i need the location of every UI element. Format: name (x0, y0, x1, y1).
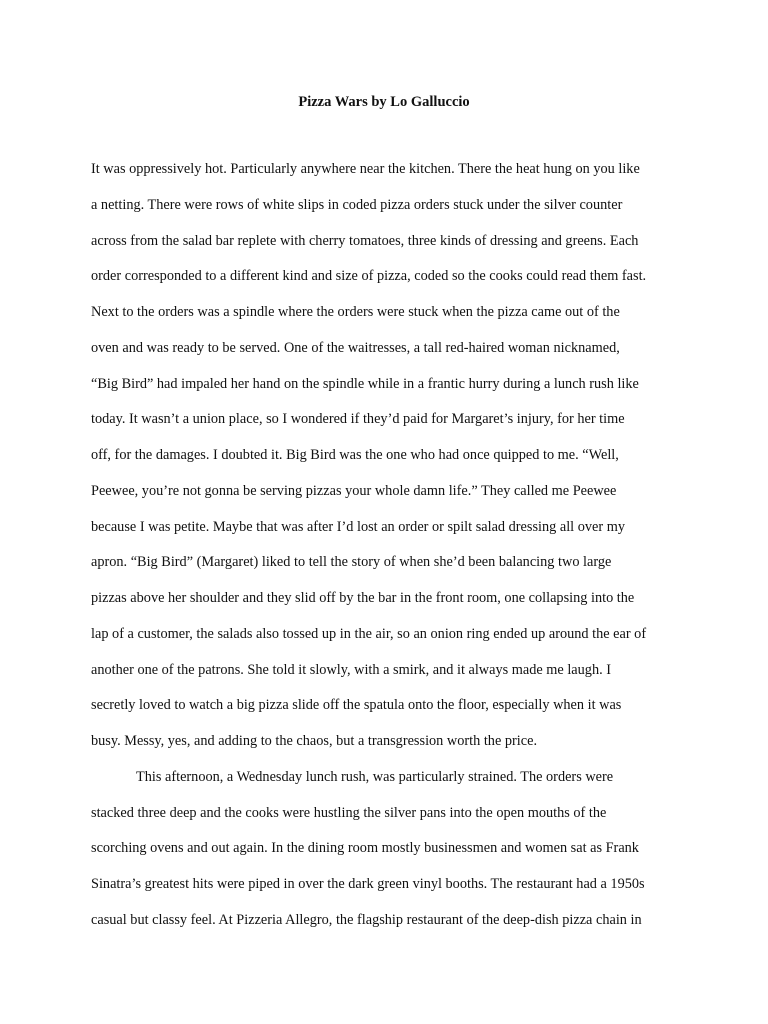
paragraph-line: today. It wasn’t a union place, so I wondered if they’d paid for Margaret’s injury, for her time (91, 411, 625, 428)
paragraph-line: a netting. There were rows of white slips in coded pizza orders stuck under the silver counter (91, 196, 623, 213)
paragraph-line: casual but classy feel. At Pizzeria Allegro, the flagship restaurant of the deep-dish pizza chain in (91, 911, 642, 928)
paragraph-line: stacked three deep and the cooks were hustling the silver pans into the open mouths of the (91, 804, 607, 821)
paragraph-line: busy. Messy, yes, and adding to the chaos, but a transgression worth the price. (91, 733, 538, 749)
paragraph-line: Next to the orders was a spindle where the orders were stuck when the pizza came out of the (91, 304, 620, 320)
document-body (91, 159, 689, 946)
paragraph-line: another one of the patrons. She told it slowly, with a smirk, and it always made me laugh. I (91, 661, 612, 678)
paragraph-line-indented: This afternoon, a Wednesday lunch rush, was particularly strained. The orders were (136, 768, 614, 785)
document-title: Pizza Wars by Lo Galluccio (298, 94, 470, 110)
paragraph-line: lap of a customer, the salads also tossed up in the air, so an onion ring ended up around the ear of (91, 625, 647, 642)
paragraph-line: Sinatra’s greatest hits were piped in over the dark green vinyl booths. The restaurant had a 1950s (91, 876, 645, 892)
paragraph-line: secretly loved to watch a big pizza slide off the spatula onto the floor, especially when it was (91, 697, 622, 714)
paragraph-line: off, for the damages. I doubted it. Big Bird was the one who had once quipped to me. “Well, (91, 447, 619, 463)
paragraph-line: “Big Bird” had impaled her hand on the spindle while in a frantic hurry during a lunch rush like (91, 375, 639, 392)
paragraph-line: oven and was ready to be served. One of the waitresses, a tall red-haired woman nicknamed, (91, 339, 620, 356)
paragraph-line: pizzas above her shoulder and they slid off by the bar in the front room, one collapsing into the (91, 590, 635, 606)
paragraph-line: across from the salad bar replete with cherry tomatoes, three kinds of dressing and greens. Each (91, 232, 639, 249)
paragraph-line: Peewee, you’re not gonna be serving pizzas your whole damn life.” They called me Peewee (91, 482, 617, 499)
paragraph-line: because I was petite. Maybe that was after I’d lost an order or spilt salad dressing all over my (91, 518, 625, 535)
paragraph-line: scorching ovens and out again. In the dining room mostly businessmen and women sat as Frank (91, 840, 639, 857)
paragraph-line: It was oppressively hot. Particularly anywhere near the kitchen. There the heat hung on you like (91, 161, 640, 177)
paragraph-line: order corresponded to a different kind and size of pizza, coded so the cooks could read them fast. (91, 268, 647, 285)
paragraph-line: apron. “Big Bird” (Margaret) liked to tell the story of when she’d been balancing two large (91, 554, 612, 571)
